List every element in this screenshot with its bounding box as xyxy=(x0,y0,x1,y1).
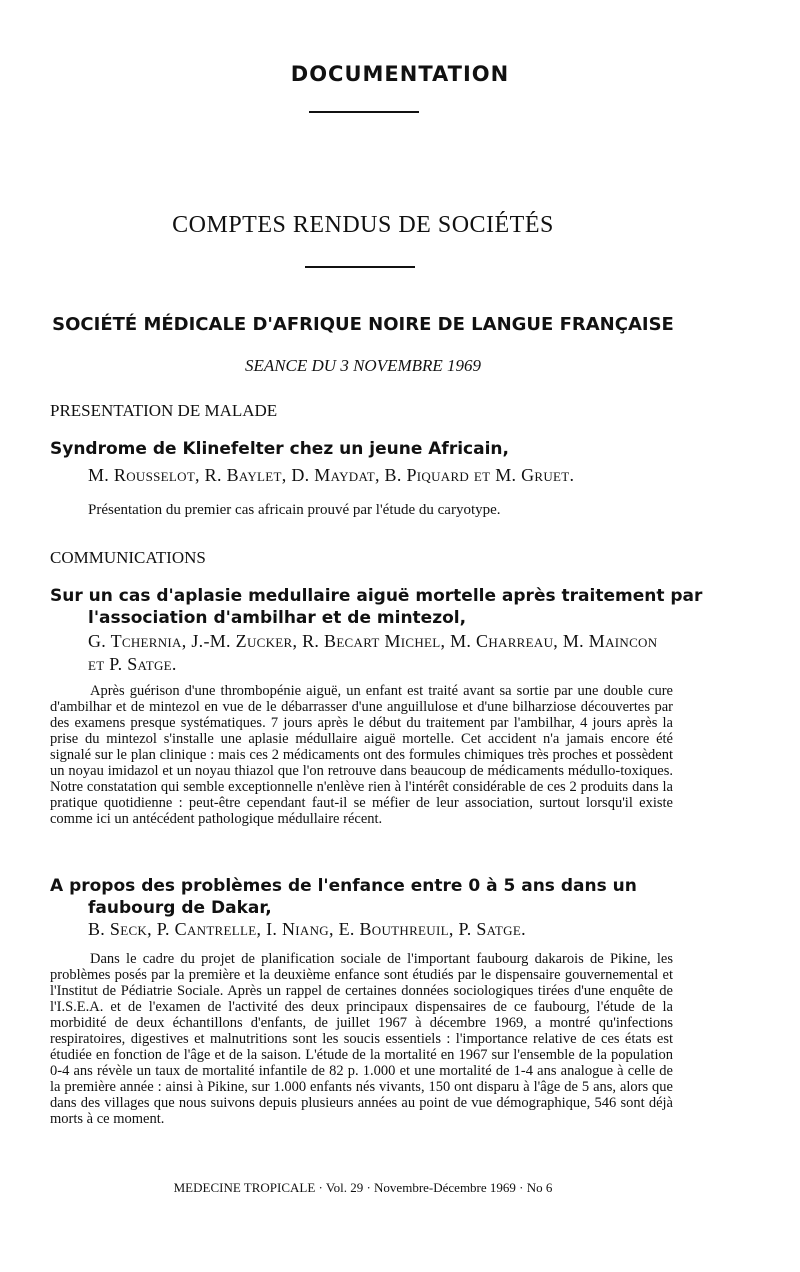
article-body: Après guérison d'une thrombopénie aiguë, un enfant est traité avant sa sortie par une double cure d'ambilhar et de mintezol en vue de le débarrasser d'une anguillulose et d'une bilharziose découvertes par des examens presque systématiques. 7 jours après le début du traitement par l'ambilhar, 4 jours après la prise du mintezol s'installe une aplasie médullaire aiguë mortelle. Cet accident n'a jamais encore été signalé sur le plan clinique : mais ces 2 médicaments ont des formules chimiques très proches et possèdent un noyau imidazol et un noyau thiazol que l'on retrouve dans beaucoup de médicaments médullo-toxiques. Notre constatation qui semble exceptionnelle n'enlève rien à l'intérêt considérable de ces 2 produits dans la pratique quotidienne : peut-être cependant faut-il se méfier de leur association, surtout lorsqu'il existe comme ici un antécédent pathologique médullaire récent. xyxy=(50,683,673,827)
article-authors: M. Rousselot, R. Baylet, D. Maydat, B. Piquard et M. Gruet. xyxy=(88,465,575,485)
journal-footer: MEDECINE TROPICALE · Vol. 29 · Novembre-Décembre 1969 · No 6 xyxy=(173,1180,553,1195)
section-header: DOCUMENTATION xyxy=(290,62,510,86)
article-title: A propos des problèmes de l'enfance entre 0 à 5 ans dans un faubourg de Dakar, xyxy=(50,876,637,918)
article-title: Sur un cas d'aplasie medullaire aiguë mortelle après traitement par l'association d'ambilhar et de mintezol, xyxy=(50,586,703,628)
article-authors: G. Tchernia, J.-M. Zucker, R. Becart Michel, M. Charreau, M. Maincon et P. Satge. xyxy=(88,631,658,674)
divider-rule xyxy=(309,111,419,113)
page-title: COMPTES RENDUS DE SOCIÉTÉS xyxy=(172,212,554,238)
session-date: SEANCE DU 3 NOVEMBRE 1969 xyxy=(244,356,482,375)
article-summary: Présentation du premier cas africain prouvé par l'étude du caryotype. xyxy=(88,502,501,518)
divider-rule xyxy=(305,266,415,268)
article-authors: B. Seck, P. Cantrelle, I. Niang, E. Bouthreuil, P. Satge. xyxy=(88,919,526,939)
article-body: Dans le cadre du projet de planification sociale de l'important faubourg dakarois de Pikine, les problèmes posés par la première et la deuxième enfance sont étudiés par le dispensaire gouvernemental et l'Institut de Pédiatrie Sociale. Après un rappel de certaines données sociologiques tirées d'une enquête de l'I.S.E.A. et de l'examen de l'activité des deux principaux dispensaires de ce faubourg, l'étude de la morbidité de deux échantillons d'enfants, de juillet 1967 à décembre 1969, a montré qu'infections respiratoires, digestives et malnutritions sont les soucis essentiels : l'importance relative de ces états est étudiée en fonction de l'âge et de la saison. L'étude de la mortalité en 1967 sur l'ensemble de la population 0-4 ans révèle un taux de mortalité infantile de 82 p. 1.000 et une mortalité de 1-4 ans analogue à celle de la première année : ainsi à Pikine, sur 1.000 enfants nés vivants, 150 ont disparu à l'âge de 5 ans, alors que dans des villages que nous suivons depuis plusieurs années au point de vue démographique, 546 sont déjà morts à ce moment. xyxy=(50,951,673,1127)
article-title: Syndrome de Klinefelter chez un jeune Africain, xyxy=(50,439,509,459)
society-heading: SOCIÉTÉ MÉDICALE D'AFRIQUE NOIRE DE LANGUE FRANÇAISE xyxy=(52,314,674,335)
section-label-presentation: PRESENTATION DE MALADE xyxy=(50,401,278,420)
section-label-communications: COMMUNICATIONS xyxy=(50,548,206,567)
